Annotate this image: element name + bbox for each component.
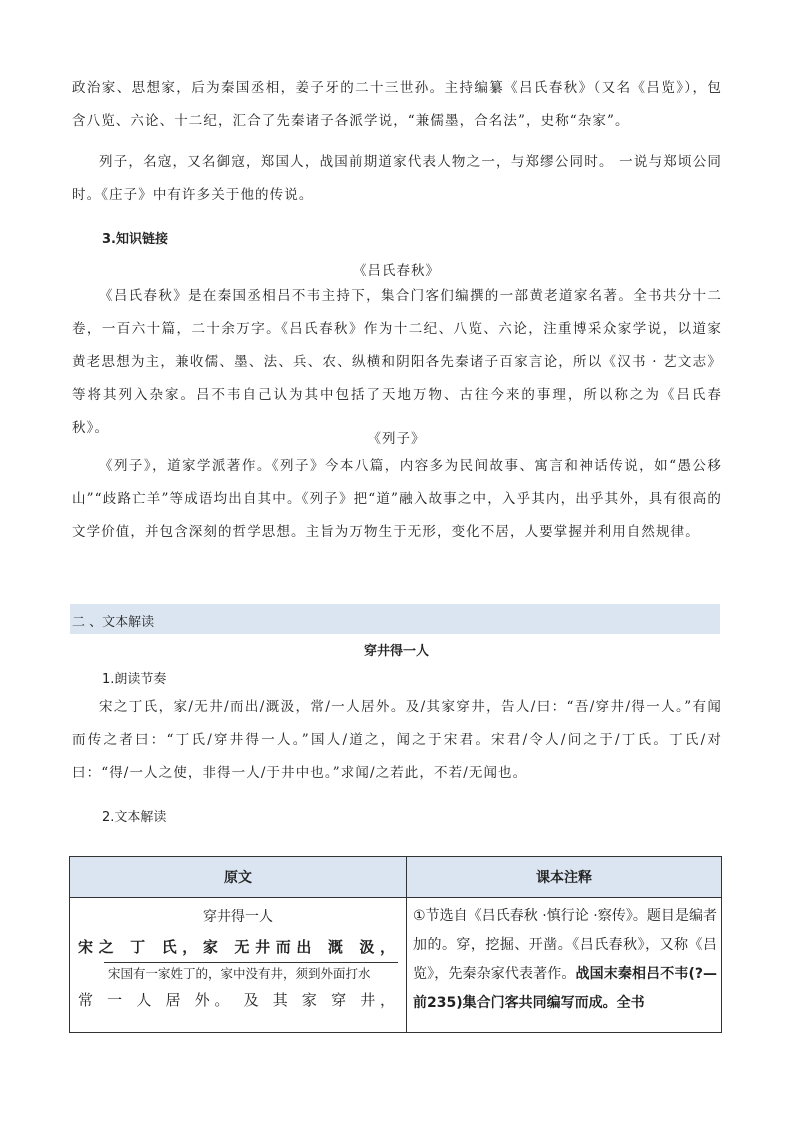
- intro-lvbuwei-paragraph: 政治家、思想家，后为秦国丞相，姜子牙的二十三世孙。主持编纂《吕氏春秋》（又名《吕览》），包含八览、六论、十二纪，汇合了先秦诸子各派学说，“兼儒墨，合名法”，史称“杂家”。: [72, 80, 722, 129]
- rhythm-heading: 1.朗读节奏: [102, 672, 167, 687]
- rhythm-paragraph: 宋之丁氏，家/无井/而出/溉汲，常/一人居外。及/其家穿井，告人/曰：“吾/穿井/得一人。”有闻而传之者曰：“丁氏/穿井得一人。”国人/道之，闻之于宋君。宋君/令人/问之于/丁氏。丁氏/对曰：“得/一人之使，非得一人/于井中也。”求闻/之若此，不若/无闻也。: [72, 699, 722, 781]
- intro-liezi-paragraph: 列子，名寇，又名御寇，郑国人，战国前期道家代表人物之一，与郑缪公同时。 一说与郑顷公同时。《庄子》中有许多关于他的传说。: [72, 154, 722, 203]
- lvshi-title: 《吕氏春秋》: [353, 263, 440, 279]
- liezi-paragraph: 《列子》，道家学派著作。《列子》今本八篇，内容多为民间故事、寓言和神话传说，如“愚公移山”“歧路亡羊”等成语均出自其中。《列子》把“道”融入故事之中，入乎其内，出乎其外，具有很高的文学价值，并包含深刻的哲学思想。主旨为万物生于无形，变化不居，人要掌握并利用自然规律。: [72, 458, 722, 540]
- original-line-2: 常 一 人 居 外。 及 其 家 穿 井，: [78, 991, 398, 1009]
- annotation-table: [69, 856, 722, 1033]
- reading-heading: 2.文本解读: [102, 810, 167, 825]
- notes-cell: [407, 898, 722, 1033]
- original-line-1: 宋之 丁 氏，家 无井而出 溉 汲，: [78, 938, 398, 956]
- translation-line: 宋国有一家姓丁的，家中没有井，须到外面打水: [104, 962, 398, 985]
- knowledge-heading: 3.知识链接: [102, 232, 168, 247]
- story-title: 穿井得一人: [363, 644, 429, 659]
- column-header-notes: 课本注释: [407, 857, 722, 898]
- cell-story-title: 穿井得一人: [203, 909, 273, 925]
- lvshi-paragraph: 《吕氏春秋》是在秦国丞相吕不韦主持下，集合门客们编撰的一部黄老道家名著。全书共分十二卷，一百六十篇，二十余万字。《吕氏春秋》作为十二纪、八览、六论，注重博采众家学说，以道家黄老思想为主，兼收儒、墨、法、兵、农、纵横和阴阳各先秦诸子百家言论，所以《汉书 · 艺文志》等将其列入杂家。吕不韦自己认为其中包括了天地万物、古往今来的事理，所以称之为《吕氏春秋》。: [72, 288, 722, 436]
- column-header-original: 原文: [70, 857, 407, 898]
- note-text: ①节选自《吕氏春秋 ·慎行论 ·察传》。题目是编者加的。穿，挖掘、开凿。《吕氏春秋》，又称《吕览》，先秦杂家代表著作。: [413, 908, 717, 982]
- original-text-cell: [70, 898, 407, 1033]
- note-text-bold: 战国末秦相吕不韦(?—前235)集合门客共同编写而成。全书: [413, 966, 717, 1011]
- section-band: [70, 604, 720, 634]
- liezi-title: 《列子》: [367, 431, 426, 447]
- section-title: 二 、文本解读: [72, 615, 155, 630]
